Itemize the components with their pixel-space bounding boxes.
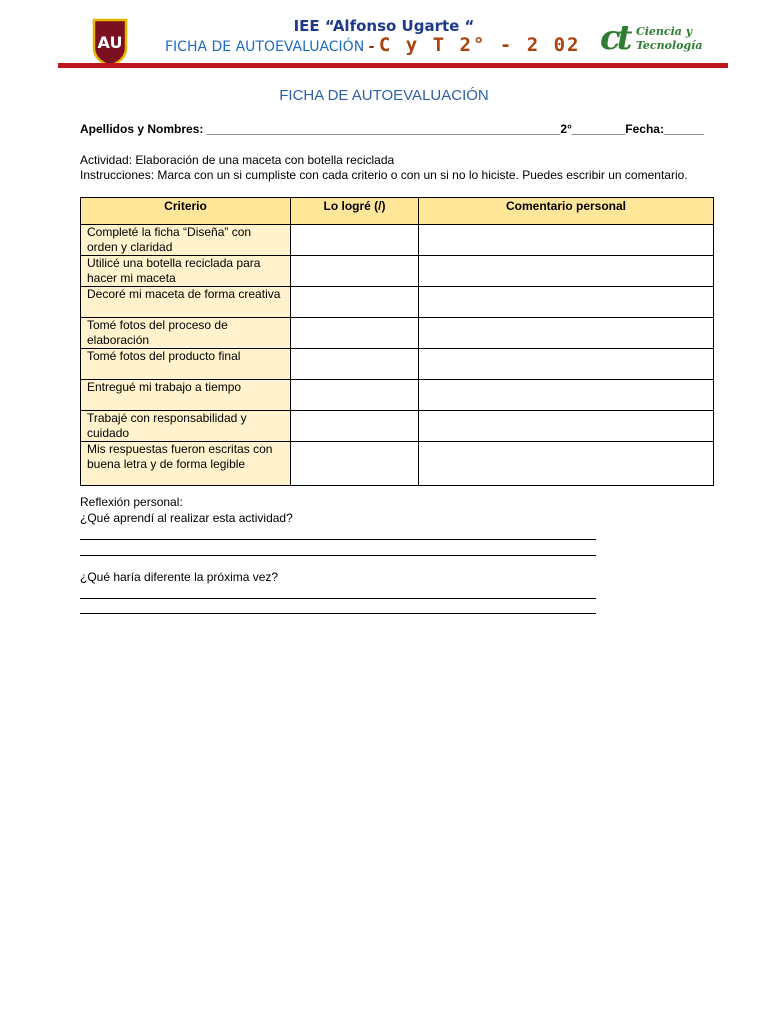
table-header-row	[81, 198, 714, 225]
school-name: IEE “Alfonso Ugarte “	[293, 17, 475, 35]
document-title-text: FICHA DE AUTOEVALUACIÓN	[279, 87, 489, 104]
comment-cell[interactable]	[419, 411, 714, 442]
header-subtitle	[165, 34, 580, 56]
achieved-cell[interactable]	[291, 287, 419, 318]
answer-line[interactable]	[80, 555, 596, 556]
name-label: Apellidos y Nombres:	[80, 122, 204, 136]
criterion-cell: Mis respuestas fueron escritas con buena letra y de forma legible	[81, 442, 291, 486]
comment-cell[interactable]	[419, 442, 714, 486]
instructions-part2: si cumpliste con cada criterio o con un	[233, 168, 441, 182]
name-blank[interactable]: _____________________________________________________	[206, 122, 561, 136]
criterion-cell: Completé la ficha “Diseña” con orden y claridad	[81, 225, 291, 256]
logo-line2: Tecnología	[636, 39, 703, 52]
achieved-cell[interactable]	[291, 225, 419, 256]
criterion-cell: Tomé fotos del producto final	[81, 349, 291, 380]
logo-ct-mark: ct	[600, 18, 629, 58]
table-row	[81, 411, 714, 442]
table-row	[81, 256, 714, 287]
instructions-part3: si no lo hiciste. Puedes escribir un comentario.	[440, 168, 688, 182]
achieved-cell[interactable]	[291, 442, 419, 486]
comment-cell[interactable]	[419, 287, 714, 318]
criterion-cell: Utilicé una botella reciclada para hacer mi maceta	[81, 256, 291, 287]
header-ficha: FICHA DE AUTOEVALUACIÓN	[165, 39, 365, 55]
header-course: C y T 2° - 2 02	[378, 34, 581, 56]
student-info-line	[80, 122, 730, 136]
document-title	[0, 86, 768, 104]
header-criterio: Criterio	[81, 198, 291, 225]
logo-line1: Ciencia y	[636, 25, 693, 38]
achieved-cell[interactable]	[291, 256, 419, 287]
answer-line[interactable]	[80, 598, 596, 599]
achieved-cell[interactable]	[291, 349, 419, 380]
header-lo-logre: Lo logré (/)	[291, 198, 419, 225]
activity-line	[80, 153, 394, 168]
answer-line[interactable]	[80, 613, 596, 614]
table-row	[81, 287, 714, 318]
date-label: Fecha:	[625, 122, 664, 136]
date-blank[interactable]: ______	[663, 122, 705, 136]
reflection-question-2: ¿Qué haría diferente la próxima vez?	[80, 570, 279, 584]
comment-cell[interactable]	[419, 349, 714, 380]
table-row	[81, 380, 714, 411]
reflection-question-1: ¿Qué aprendí al realizar esta actividad?	[80, 511, 293, 525]
grade-label: 2°	[560, 122, 572, 136]
reflection-heading	[80, 495, 183, 510]
table-row	[81, 442, 714, 486]
criterion-cell: Trabajé con responsabilidad y cuidado	[81, 411, 291, 442]
comment-cell[interactable]	[419, 256, 714, 287]
header-dash: -	[368, 39, 375, 55]
criterion-cell: Tomé fotos del proceso de elaboración	[81, 318, 291, 349]
ciencia-tecnologia-logo	[600, 18, 703, 58]
reflection-title: Reflexión personal:	[80, 495, 183, 509]
achieved-cell[interactable]	[291, 380, 419, 411]
comment-cell[interactable]	[419, 380, 714, 411]
criteria-table	[80, 197, 714, 486]
criterion-cell: Entregué mi trabajo a tiempo	[81, 380, 291, 411]
header-comentario: Comentario personal	[419, 198, 714, 225]
instructions	[80, 168, 700, 183]
achieved-cell[interactable]	[291, 318, 419, 349]
table-row	[81, 349, 714, 380]
answer-line[interactable]	[80, 539, 596, 540]
comment-cell[interactable]	[419, 318, 714, 349]
table-row	[81, 225, 714, 256]
instructions-part1: Instrucciones: Marca con un	[80, 168, 234, 182]
activity-text: Actividad: Elaboración de una maceta con botella reciclada	[80, 153, 395, 167]
comment-cell[interactable]	[419, 225, 714, 256]
grade-blank[interactable]: ________	[571, 122, 626, 136]
achieved-cell[interactable]	[291, 411, 419, 442]
logo-initials: AU	[97, 33, 123, 52]
header-divider	[58, 63, 728, 68]
criterion-cell: Decoré mi maceta de forma creativa	[81, 287, 291, 318]
table-row	[81, 318, 714, 349]
